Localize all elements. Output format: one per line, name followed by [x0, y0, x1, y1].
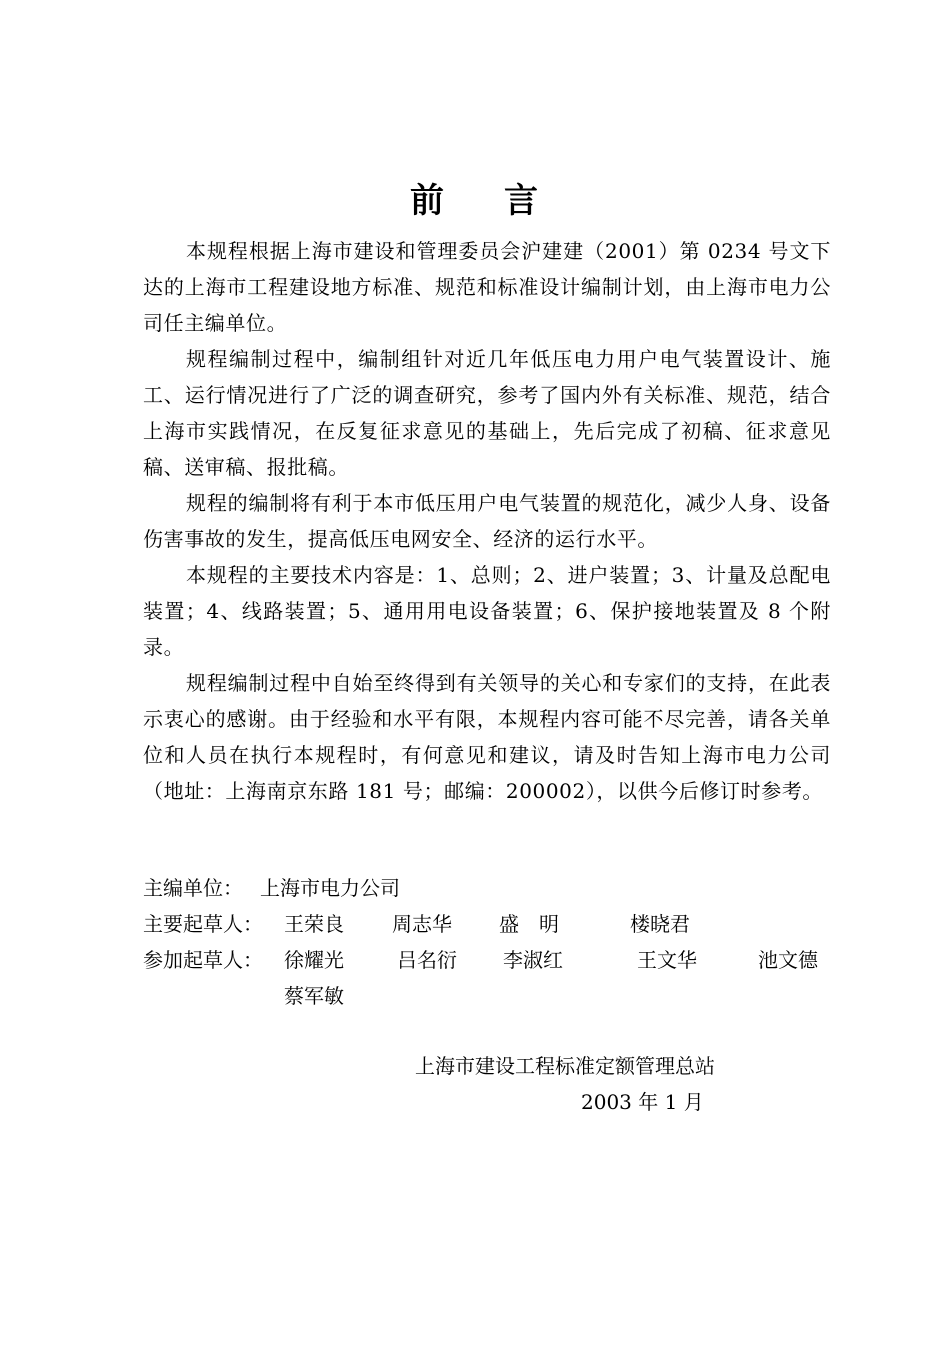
signature-organization: 上海市建设工程标准定额管理总站 — [415, 1054, 715, 1078]
paragraph-1: 本规程根据上海市建设和管理委员会沪建建（2001）第 0234 号文下达的上海市工程建设地方标准、规范和标准设计编制计划，由上海市电力公司任主编单位。 — [143, 239, 831, 335]
main-drafter-name: 楼晓君 — [630, 912, 690, 936]
paragraph-3: 规程的编制将有利于本市低压用户电气装置的规范化，减少人身、设备伤害事故的发生，提高低压电网安全、经济的运行水平。 — [143, 491, 831, 551]
title-char-1: 前 — [410, 181, 446, 221]
editor-unit-label: 主编单位： — [143, 876, 243, 900]
main-drafter-name: 盛 明 — [499, 912, 559, 936]
preface-body — [143, 233, 831, 809]
paragraph-5: 规程编制过程中自始至终得到有关领导的关心和专家们的支持，在此表示衷心的感谢。由于经验和水平有限，本规程内容可能不尽完善，请各关单位和人员在执行本规程时，有何意见和建议，请及时告知上海市电力公司（地址：上海南京东路 181 号；邮编：200002），以供今后修订时参考。 — [143, 671, 831, 803]
title-char-2: 言 — [504, 181, 540, 221]
main-drafter-name: 周志华 — [392, 912, 452, 936]
main-drafters-row — [143, 906, 843, 942]
editor-unit-row — [143, 870, 843, 906]
main-drafters-label: 主要起草人： — [143, 912, 263, 936]
participants-label: 参加起草人： — [143, 948, 263, 972]
editor-unit-name: 上海市电力公司 — [260, 876, 400, 900]
main-drafter-name: 王荣良 — [284, 912, 344, 936]
signature-date: 2003 年 1 月 — [581, 1090, 704, 1114]
paragraph-2: 规程编制过程中，编制组针对近几年低压电力用户电气装置设计、施工、运行情况进行了广泛的调查研究，参考了国内外有关标准、规范，结合上海市实践情况，在反复征求意见的基础上，先后完成了初稿、征求意见稿、送审稿、报批稿。 — [143, 347, 831, 479]
participant-name: 徐耀光 — [284, 948, 344, 972]
participant-name: 池文德 — [758, 948, 818, 972]
credits-block — [143, 870, 843, 1014]
paragraph-4: 本规程的主要技术内容是：1、总则；2、进户装置；3、计量及总配电装置；4、线路装置；5、通用用电设备装置；6、保护接地装置及 8 个附录。 — [143, 563, 831, 659]
participant-name: 王文华 — [637, 948, 697, 972]
participants-row — [143, 942, 843, 978]
participant-name: 蔡军敏 — [284, 984, 344, 1008]
page-title — [0, 176, 950, 226]
participant-name: 李淑红 — [503, 948, 563, 972]
participant-name: 吕名衍 — [397, 948, 457, 972]
participants-row-continued — [143, 978, 843, 1014]
